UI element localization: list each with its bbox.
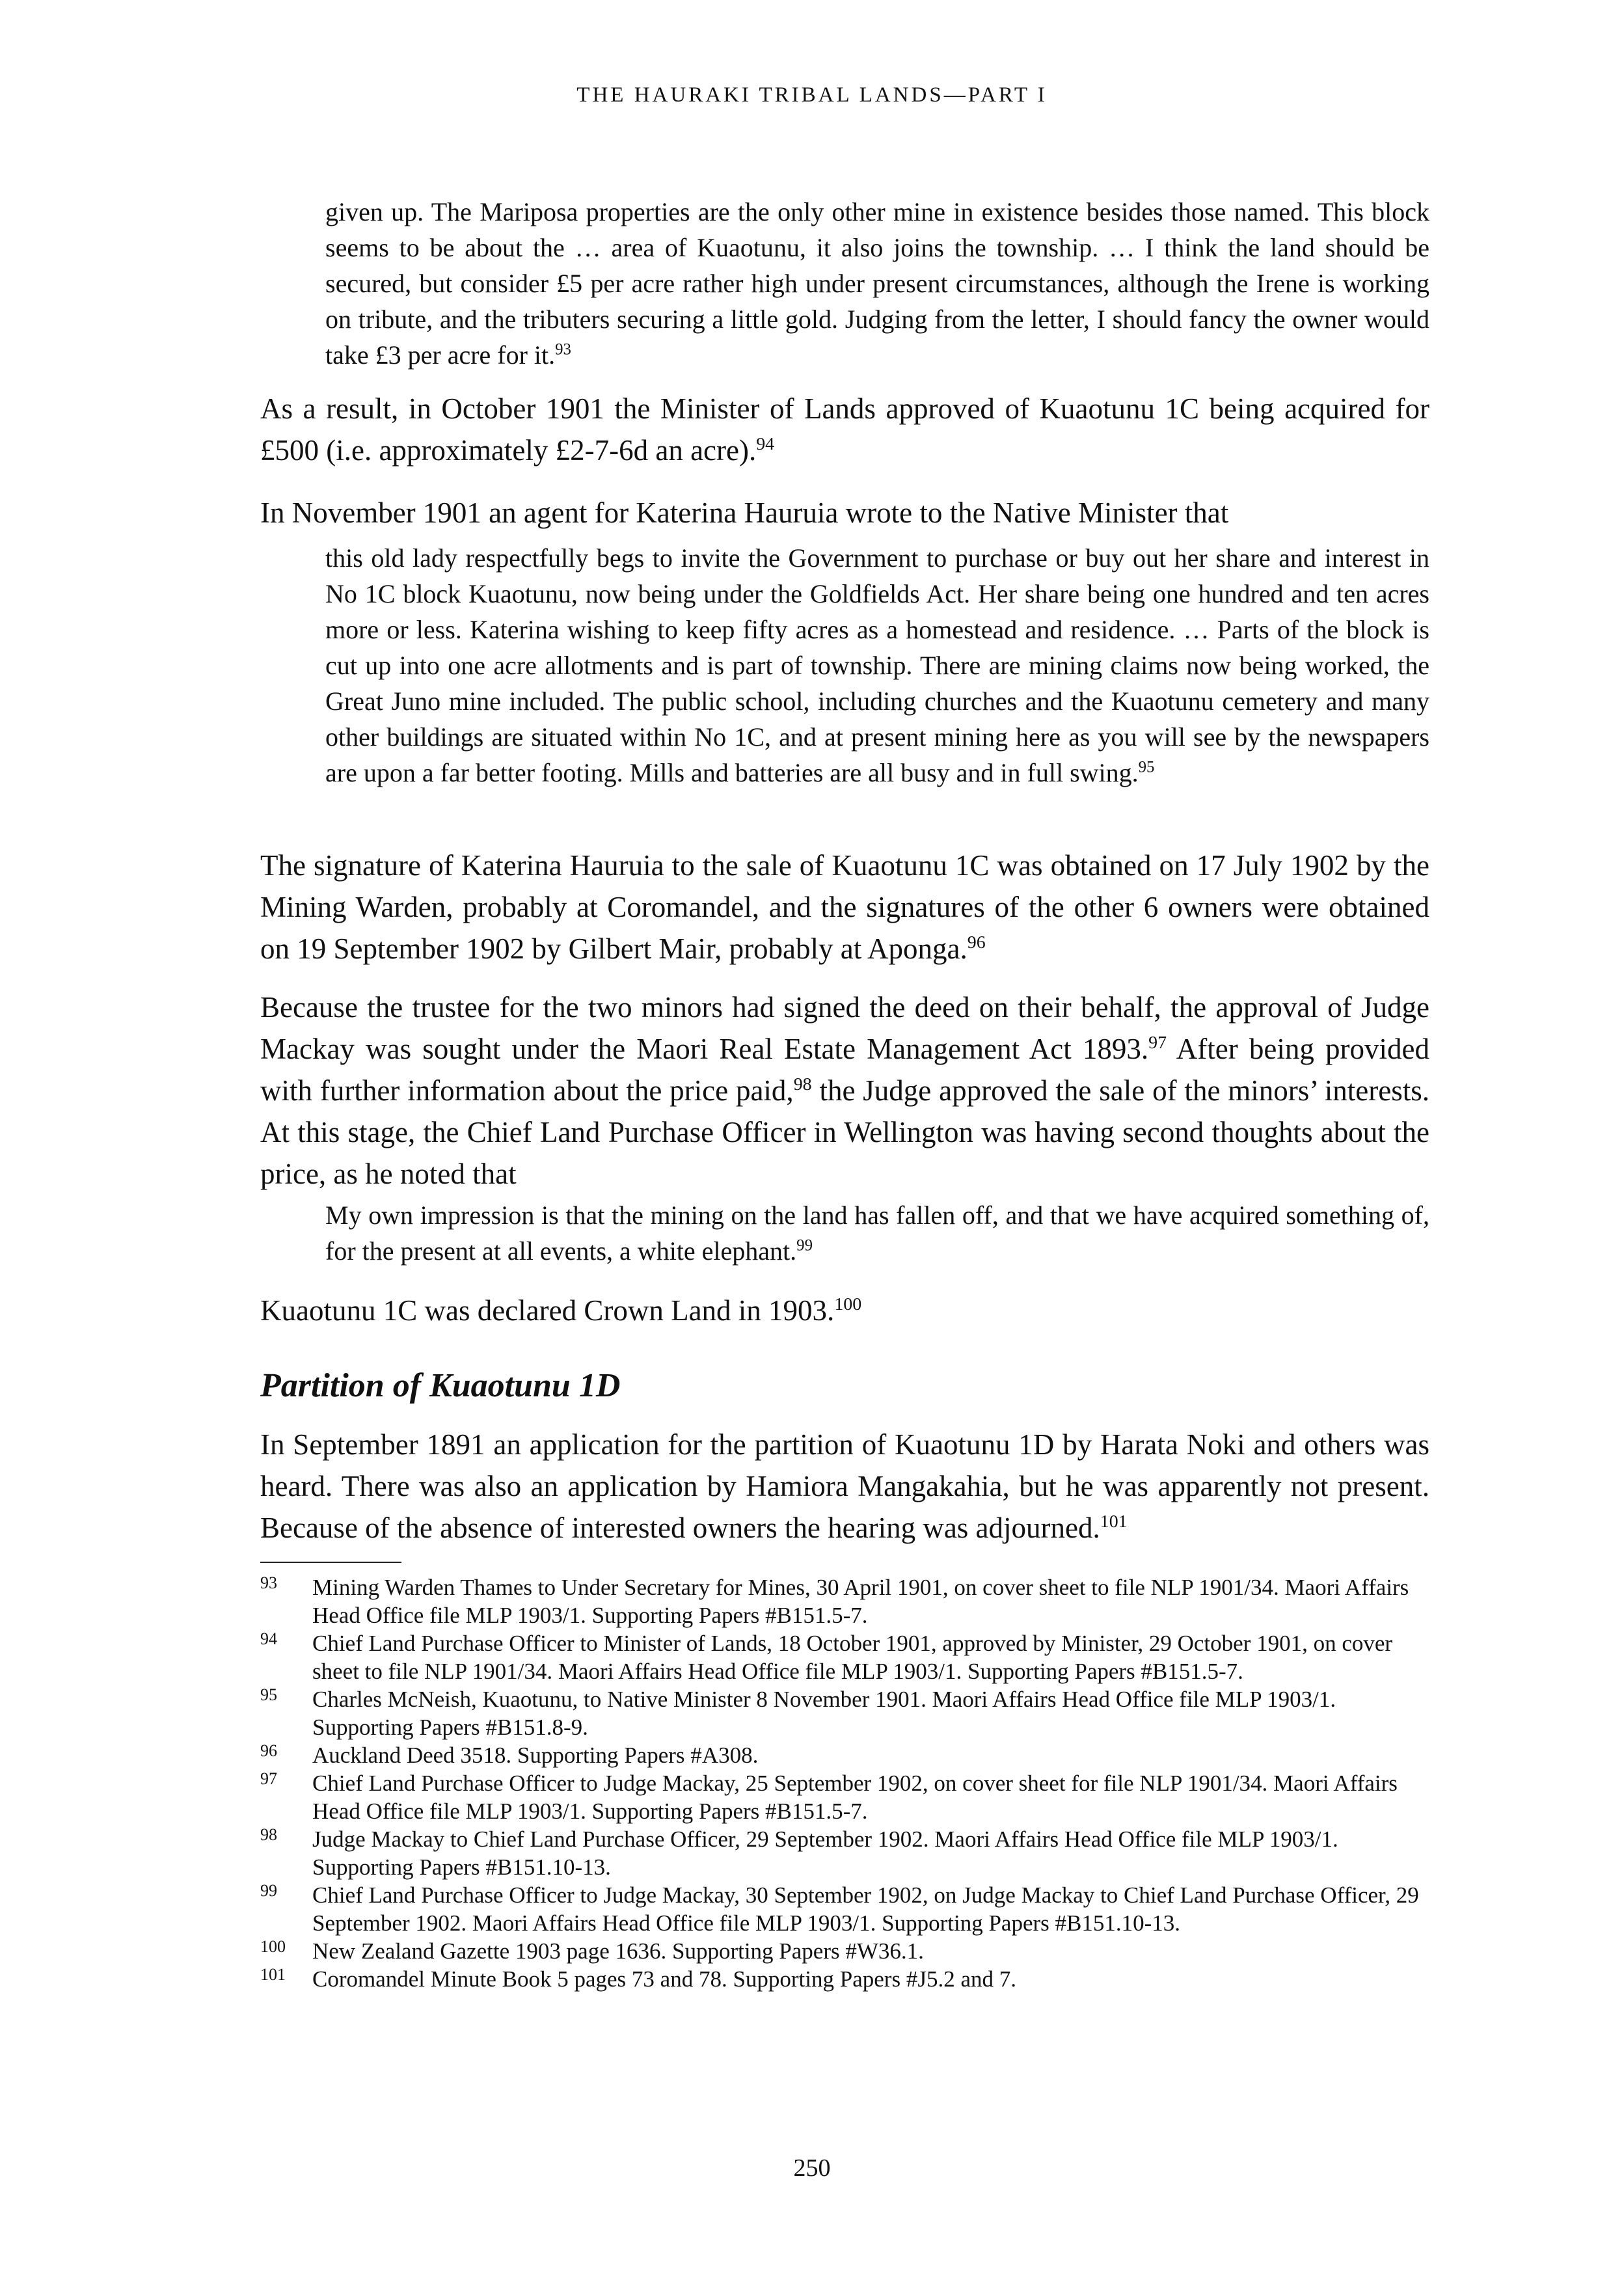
footnote-94 <box>260 1629 1429 1685</box>
block-quote-3-text: My own impression is that the mining on the land has fallen off, and that we have acquired something of, for the present at all events, a white elephant. <box>325 1201 1429 1266</box>
block-quote-2-text: this old lady respectfully begs to invite the Government to purchase or buy out her share and interest in No 1C block Kuaotunu, now being under the Goldfields Act. Her share being one hundred and ten acres more or less. Katerina wishing to keep fifty acres as a homestead and residence. … Parts of the block is cut up into one acre allotments and is part of township. There are mining claims now being worked, the Great Juno mine included. The public school, including churches and the Kuaotunu cemetery and many other buildings are situated within No 1C, and at present mining here as you will see by the newspapers are upon a far better footing. Mills and batteries are all busy and in full swing. <box>325 543 1429 787</box>
paragraph-3-text: The signature of Katerina Hauruia to the sale of Kuaotunu 1C was obtained on 17 July 1902 by the Mining Warden, probably at Coromandel, and the signatures of the other 6 owners were obtained on 19 September 1902 by Gilbert Mair, probably at Aponga. <box>260 849 1429 965</box>
footnote-text: Mining Warden Thames to Under Secretary for Mines, 30 April 1901, on cover sheet to file NLP 1901/34. Maori Affairs Head Office file MLP 1903/1. Supporting Papers #B151.5-7. <box>312 1575 1409 1628</box>
footnote-99 <box>260 1881 1429 1937</box>
paragraph-2-text: In November 1901 an agent for Katerina Hauruia wrote to the Native Minister that <box>260 496 1229 529</box>
footnote-96 <box>260 1741 1429 1769</box>
footnote-text: Chief Land Purchase Officer to Judge Mackay, 25 September 1902, on cover sheet for file NLP 1901/34. Maori Affairs Head Office file MLP 1903/1. Supporting Papers #B151.5-7. <box>312 1771 1398 1824</box>
footnote-ref-97[interactable]: 97 <box>1148 1033 1167 1053</box>
page-number: 250 <box>793 2154 831 2182</box>
footnote-number: 95 <box>260 1685 277 1704</box>
footnote-number: 94 <box>260 1629 277 1648</box>
block-quote-1-text: given up. The Mariposa properties are the only other mine in existence besides those named. This block seems to be about the … area of Kuaotunu, it also joins the township. … I think the land should be secured, but consider £5 per acre rather high under present circumstances, although the Irene is working on tribute, and the tributers securing a little gold. Judging from the letter, I should fancy the owner would take £3 per acre for it. <box>325 197 1429 370</box>
footnote-number: 97 <box>260 1769 277 1788</box>
footnote-number: 100 <box>260 1937 286 1956</box>
footnotes <box>260 1573 1429 1993</box>
paragraph-6-text: In September 1891 an application for the partition of Kuaotunu 1D by Harata Noki and others was heard. There was also an application by Hamiora Mangakahia, but he was apparently not present. Because of the absence of interested owners the hearing was adjourned. <box>260 1428 1429 1544</box>
footnote-101 <box>260 1965 1429 1993</box>
footnote-divider <box>260 1562 401 1563</box>
footnote-ref-95[interactable]: 95 <box>1138 758 1155 776</box>
section-heading: Partition of Kuaotunu 1D <box>260 1367 621 1404</box>
paragraph-5 <box>260 1290 1429 1331</box>
footnote-text: New Zealand Gazette 1903 page 1636. Supporting Papers #W36.1. <box>312 1938 924 1964</box>
paragraph-4-text-b: After being provided with further information about the price paid, <box>260 1033 1429 1107</box>
paragraph-3 <box>260 845 1429 970</box>
footnote-98 <box>260 1825 1429 1881</box>
footnote-text: Charles McNeish, Kuaotunu, to Native Minister 8 November 1901. Maori Affairs Head Office file MLP 1903/1. Supporting Papers #B151.8-9. <box>312 1687 1336 1740</box>
footnote-number: 101 <box>260 1965 286 1984</box>
footnote-ref-94[interactable]: 94 <box>756 434 775 454</box>
block-quote-2 <box>325 540 1429 791</box>
footnote-97 <box>260 1769 1429 1825</box>
paragraph-1 <box>260 388 1429 471</box>
paragraph-1-text: As a result, in October 1901 the Minister of Lands approved of Kuaotunu 1C being acquired for £500 (i.e. approximately £2-7-6d an acre). <box>260 392 1429 467</box>
footnote-ref-93[interactable]: 93 <box>555 340 571 359</box>
footnote-95 <box>260 1685 1429 1741</box>
footnote-ref-99[interactable]: 99 <box>796 1236 813 1255</box>
footnote-text: Chief Land Purchase Officer to Judge Mackay, 30 September 1902, on Judge Mackay to Chief Land Purchase Officer, 29 September 1902. Maori Affairs Head Office file MLP 1903/1. Supporting Papers #B151.10-13. <box>312 1882 1419 1936</box>
footnote-number: 98 <box>260 1825 277 1844</box>
footnote-ref-101[interactable]: 101 <box>1100 1512 1128 1532</box>
paragraph-4-text-a: Because the trustee for the two minors had signed the deed on their behalf, the approval of Judge Mackay was sought under the Maori Real Estate Management Act 1893. <box>260 991 1429 1065</box>
footnote-number: 99 <box>260 1881 277 1900</box>
paragraph-5-text: Kuaotunu 1C was declared Crown Land in 1903. <box>260 1294 835 1327</box>
footnote-93 <box>260 1573 1429 1629</box>
footnote-ref-96[interactable]: 96 <box>967 932 986 953</box>
paragraph-4 <box>260 986 1429 1195</box>
footnote-ref-100[interactable]: 100 <box>834 1294 862 1314</box>
footnote-number: 93 <box>260 1573 277 1592</box>
footnote-text: Chief Land Purchase Officer to Minister of Lands, 18 October 1901, approved by Minister, 29 October 1901, on cover sheet to file NLP 1901/34. Maori Affairs Head Office file MLP 1903/1. Supporting Papers #B151.5-7. <box>312 1631 1393 1684</box>
paragraph-2 <box>260 492 1429 534</box>
footnote-ref-98[interactable]: 98 <box>793 1074 812 1094</box>
block-quote-3 <box>325 1197 1429 1269</box>
footnote-100 <box>260 1937 1429 1965</box>
paragraph-6 <box>260 1424 1429 1549</box>
footnote-text: Auckland Deed 3518. Supporting Papers #A308. <box>312 1743 759 1768</box>
paragraph-4-text-c: the Judge approved the sale of the minors’ interests. At this stage, the Chief Land Purchase Officer in Wellington was having second thoughts about the price, as he noted that <box>260 1074 1430 1190</box>
footnote-text: Judge Mackay to Chief Land Purchase Officer, 29 September 1902. Maori Affairs Head Office file MLP 1903/1. Supporting Papers #B151.10-13. <box>312 1826 1338 1880</box>
footnote-number: 96 <box>260 1741 277 1760</box>
footnote-text: Coromandel Minute Book 5 pages 73 and 78. Supporting Papers #J5.2 and 7. <box>312 1966 1016 1992</box>
block-quote-1 <box>325 194 1429 373</box>
running-head: THE HAURAKI TRIBAL LANDS—PART I <box>576 83 1048 107</box>
